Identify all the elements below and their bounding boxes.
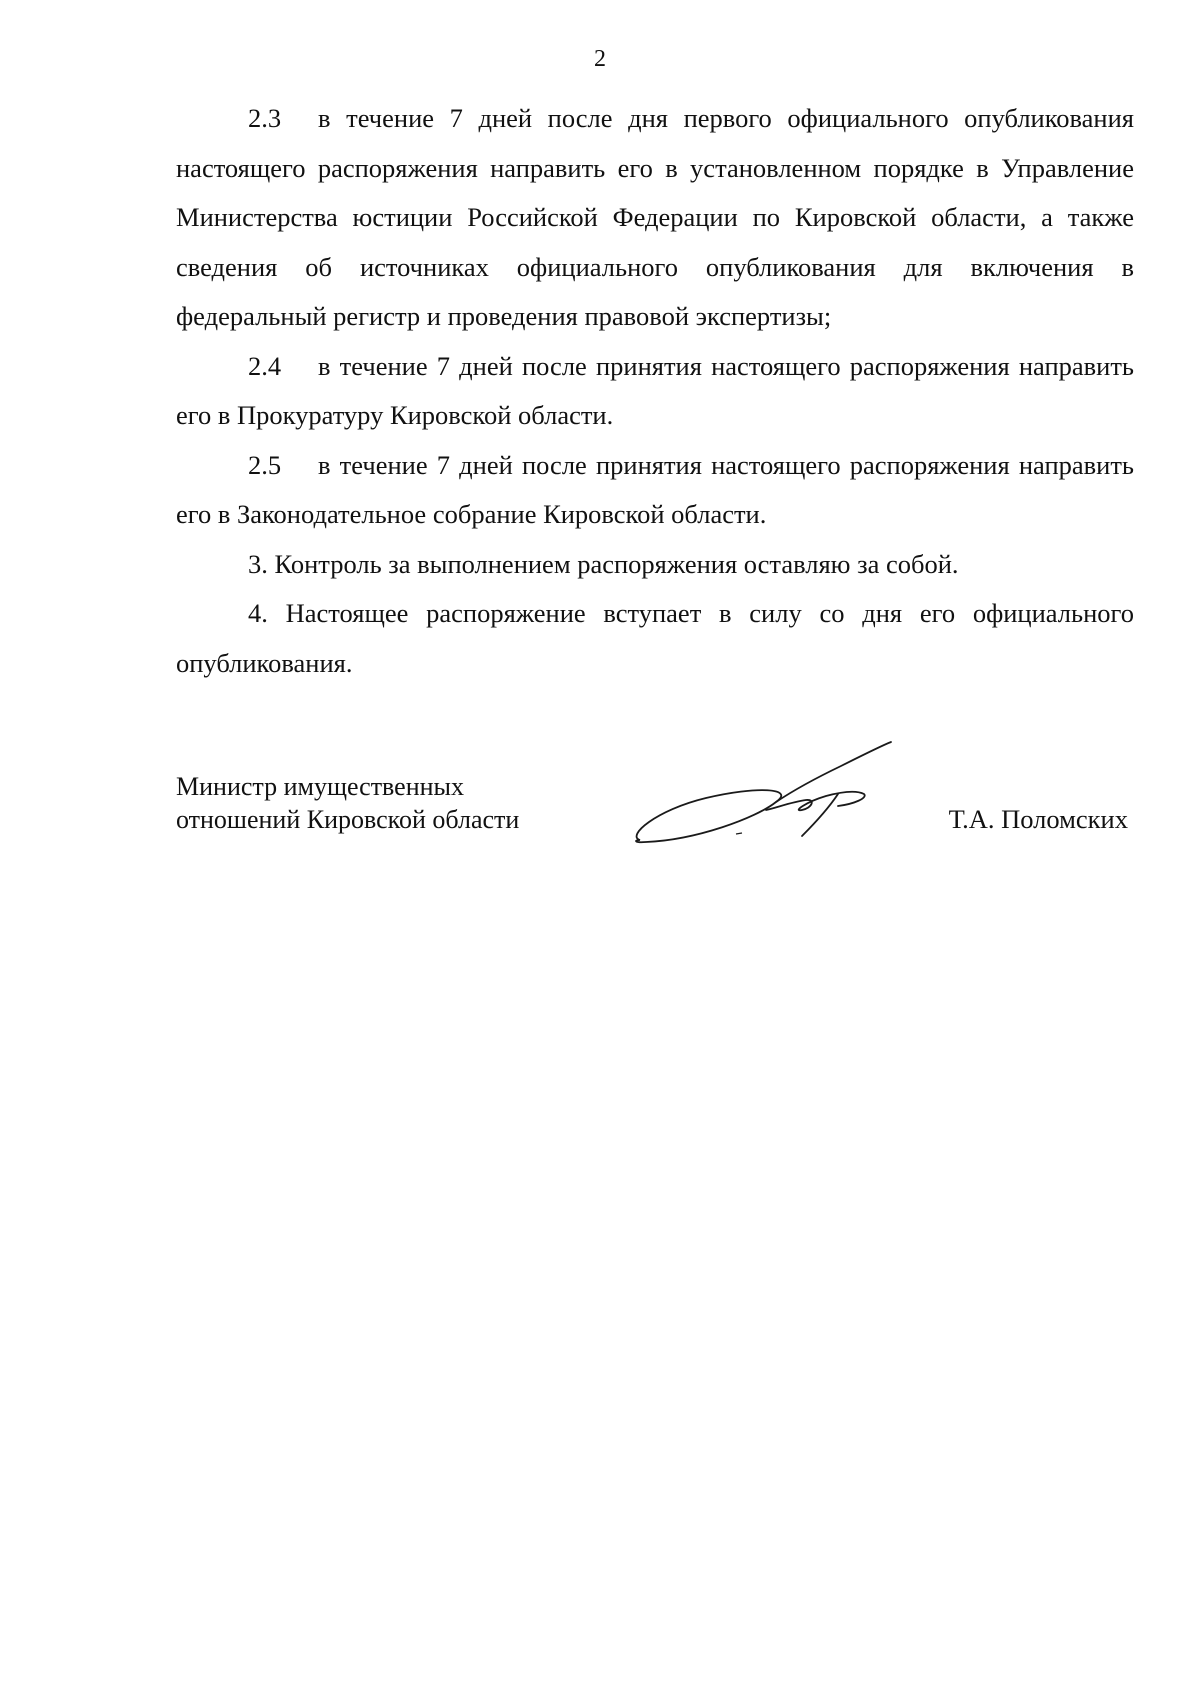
handwritten-signature bbox=[616, 736, 916, 856]
paragraph-2-3 bbox=[176, 94, 1134, 342]
document-body bbox=[176, 94, 1134, 688]
item-number: 2.3 bbox=[248, 103, 282, 133]
signatory-title-line-2: отношений Кировской области bbox=[176, 805, 520, 834]
paragraph-text: в течение 7 дней после принятия настоящего распоряжения направить его в Законодательное собрание Кировской области. bbox=[176, 449, 1134, 529]
signatory-title bbox=[176, 770, 519, 836]
page-number: 2 bbox=[594, 46, 606, 72]
paragraph-4: 4. Настоящее распоряжение вступает в силу со дня его официального опубликования. bbox=[176, 598, 1134, 678]
paragraph-2-4 bbox=[176, 342, 1134, 441]
signatory-name: Т.А. Поломских bbox=[948, 804, 1128, 834]
paragraph-3: 3. Контроль за выполнением распоряжения оставляю за собой. bbox=[248, 548, 959, 579]
signatory-title-line-1: Министр имущественных bbox=[176, 772, 465, 801]
paragraph-text: в течение 7 дней после дня первого официального опубликования настоящего распоряжения направить его в установленном порядке в Управление Министерства юстиции Российской Федерации по Кировской области, а также сведения об источниках официального опубликования для включения в федеральный регистр и проведения правовой экспертизы; bbox=[176, 103, 1134, 331]
paragraph-text: в течение 7 дней после принятия настоящего распоряжения направить его в Прокуратуру Кировской области. bbox=[176, 350, 1134, 430]
signature-block bbox=[176, 766, 1134, 866]
paragraph-2-5 bbox=[176, 441, 1134, 540]
item-number: 2.5 bbox=[248, 449, 282, 480]
item-number: 2.4 bbox=[248, 350, 282, 381]
